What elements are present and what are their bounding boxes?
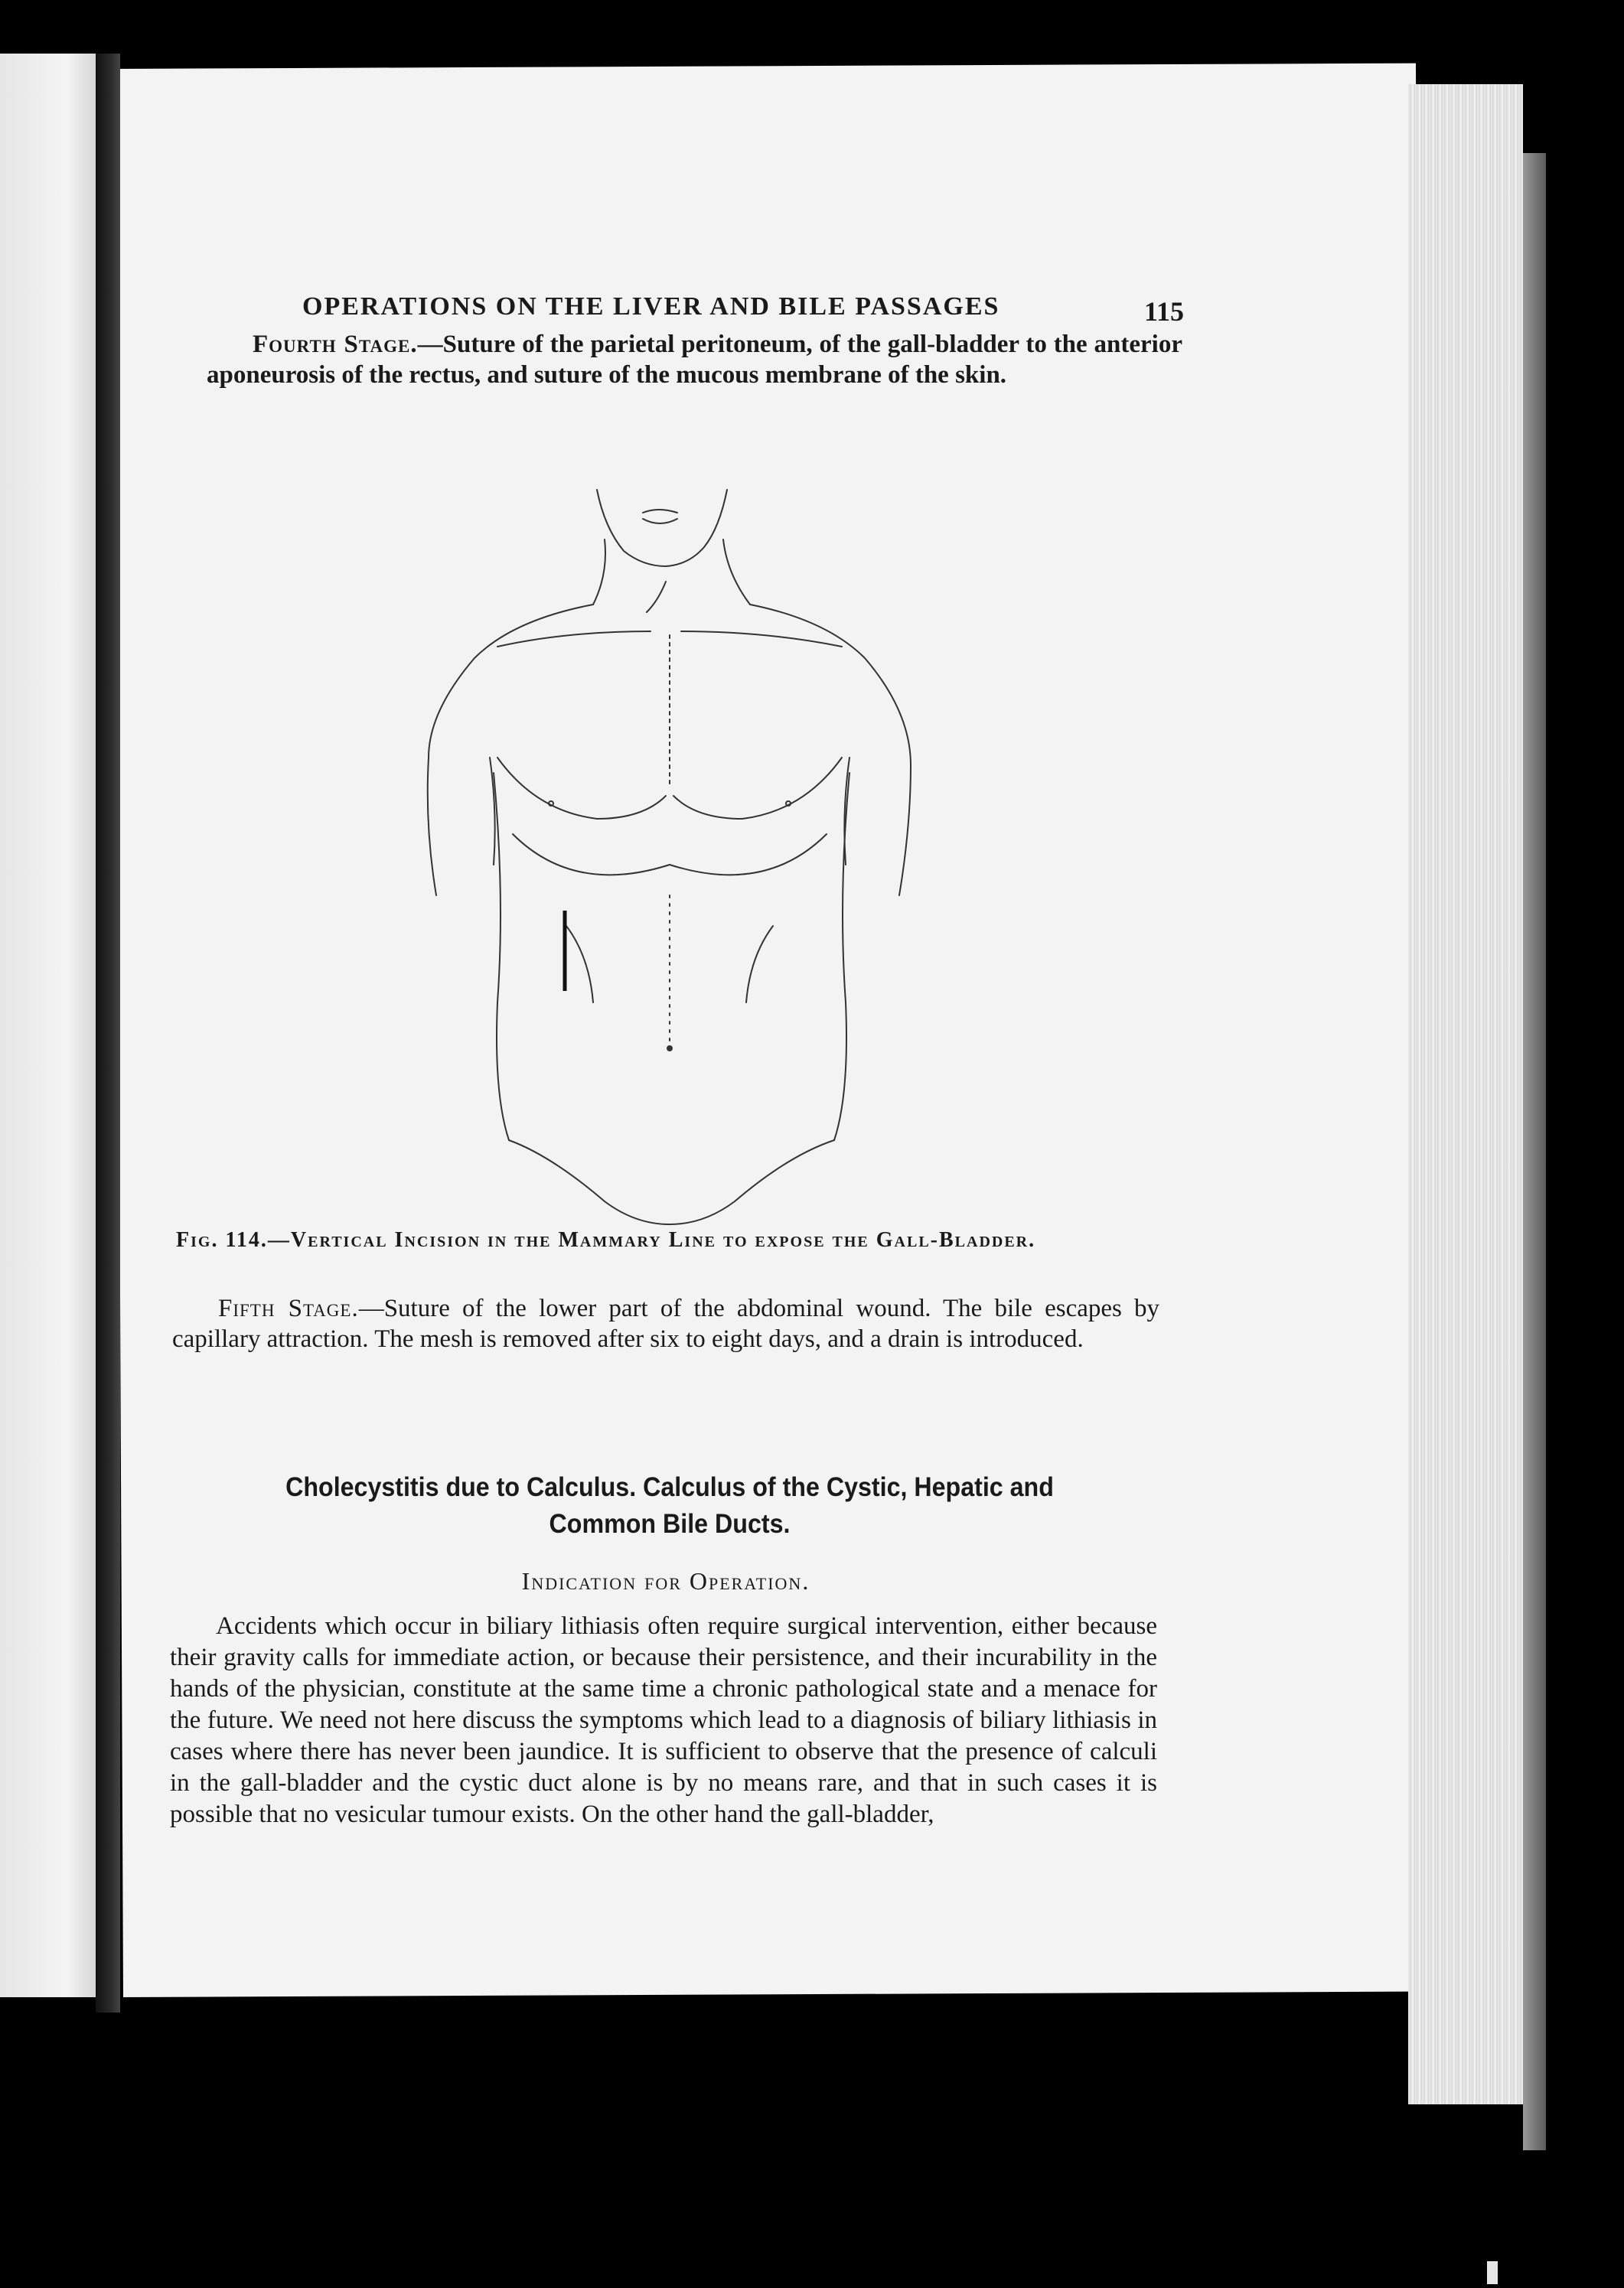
indication-subheading: Indication for Operation. — [521, 1567, 810, 1595]
running-head: OPERATIONS ON THE LIVER AND BILE PASSAGES — [302, 292, 1000, 321]
body-paragraph-text: Accidents which occur in biliary lithiasis often require surgical intervention, either because their gravity calls for immediate action, or because their persistence, and their incurability in the hands of the physician, constitute at the same time a chronic pathological state and a menace for the future. We need not here discuss the symptoms which lead to a diagnosis of biliary lithiasis in cases where there has never been jaundice. It is sufficient to observe that the presence of calculi in the gall-bladder and the cystic duct alone is by no means rare, and that in such cases it is possible that no vesicular tumour exists. On the other hand the gall-bladder, — [170, 1612, 1157, 1828]
fourth-stage-paragraph — [207, 329, 1182, 390]
page-marker — [1487, 2261, 1498, 2284]
fifth-stage-paragraph — [172, 1293, 1159, 1354]
book-cover-edge — [1523, 153, 1546, 2150]
fourth-stage-text: —Suture of the parietal peritoneum, of the gall-bladder to the anterior aponeurosis of the rectus, and suture of the mucous membrane of the skin. — [207, 331, 1182, 389]
facing-page-edge — [0, 54, 96, 1997]
page-stack-edge — [1408, 84, 1523, 2104]
fifth-stage-label: Fifth Stage. — [218, 1295, 359, 1322]
body-paragraph — [170, 1611, 1157, 1830]
book-gutter — [96, 54, 120, 2013]
fourth-stage-label: Fourth Stage. — [253, 331, 418, 358]
section-title — [243, 1469, 1095, 1543]
page-number: 115 — [1144, 296, 1185, 327]
fifth-stage-text: —Suture of the lower part of the abdominal wound. The bile escapes by capillary attraction. The mesh is removed after six to eight days, and a drain is introduced. — [172, 1295, 1160, 1353]
figure-caption: Fig. 114.—Vertical Incision in the Mammary Line to expose the Gall-Bladder. — [176, 1228, 1036, 1252]
section-title-line-1: Cholecystitis due to Calculus. Calculus of the Cystic, Hepatic and — [285, 1472, 1054, 1502]
section-title-line-2: Common Bile Ducts. — [549, 1509, 791, 1539]
torso-illustration — [413, 467, 934, 1232]
